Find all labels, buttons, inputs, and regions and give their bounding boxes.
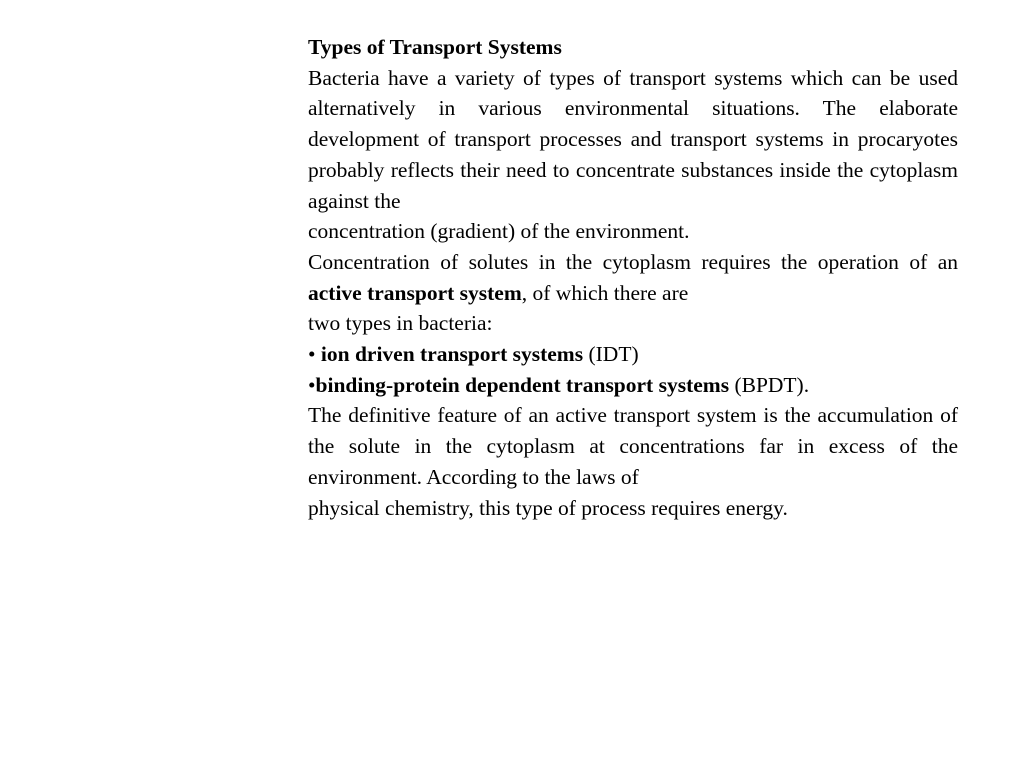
paragraph-2-start: Concentration of solutes in the cytoplasm requires the operation of an [308,249,958,274]
paragraph-definitive-feature [308,400,958,492]
paragraph-1-text: Bacteria have a variety of types of transport systems which can be used alternatively in various environmental situations. The elaborate development of transport processes and transport systems in procaryotes probably reflects their need to concentrate substances inside the cytoplasm against the [308,65,958,213]
paragraph-2-last-line: two types in bacteria: [308,311,493,336]
slide-text-block [308,32,958,523]
bullet-abbrev-bpdt: (BPDT). [729,372,810,397]
bullet-marker: • [308,342,321,367]
bullet-item-bpdt [308,370,958,401]
bullet-item-idt [308,339,958,370]
active-transport-system-term: active transport system [308,280,522,305]
slide-heading: Types of Transport Systems [308,35,562,59]
paragraph-concentration [308,247,958,308]
paragraph-1-last-line: concentration (gradient) of the environment. [308,219,690,244]
bullet-marker: • [308,372,316,397]
paragraph-2-end: , of which there are [521,280,689,305]
paragraph-3-last-line: physical chemistry, this type of process requires energy. [308,495,788,520]
bullet-term-idt: ion driven transport systems [320,342,584,367]
paragraph-3-text: The definitive feature of an active transport system is the accumulation of the solute in the cytoplasm at concentrations far in excess of the environment. According to the laws of [308,403,958,489]
paragraph-bacteria-variety [308,63,958,217]
bullet-term-bpdt: binding-protein dependent transport systems [315,372,730,397]
bullet-abbrev-idt: (IDT) [583,342,639,367]
